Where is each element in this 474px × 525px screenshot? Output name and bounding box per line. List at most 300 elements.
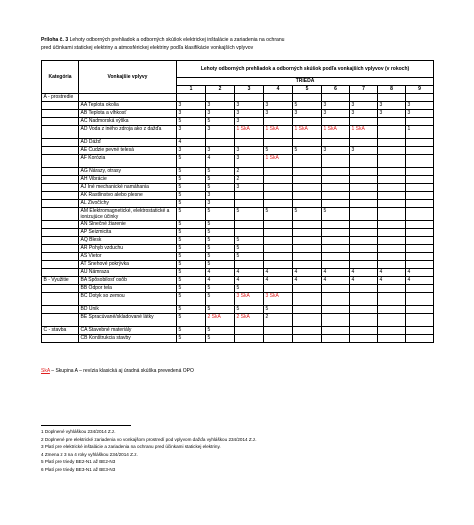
interval-cell: 3 (235, 118, 264, 126)
interval-cell: 5 (206, 118, 235, 126)
interval-cell: 5 (177, 327, 206, 335)
interval-cell: 3 SkA (264, 293, 293, 306)
header-influence: Vonkajšie vplyvy (79, 61, 177, 94)
interval-cell (406, 176, 434, 184)
interval-cell: 5 (177, 269, 206, 277)
interval-cell (350, 293, 378, 306)
influence-cell: BE Spracúvané/skladované látky (79, 314, 177, 327)
interval-cell (264, 221, 293, 229)
legend-ska: SkA (41, 368, 50, 374)
interval-cell: 3 (378, 102, 406, 110)
category-cell (42, 192, 79, 200)
interval-cell: 5 (206, 285, 235, 293)
table-row (42, 200, 434, 208)
interval-cell (378, 200, 406, 208)
interval-cell: 3 (177, 126, 206, 139)
interval-cell: 3 (406, 102, 434, 110)
table-row (42, 253, 434, 261)
influence-cell: BD Únik (79, 306, 177, 314)
interval-cell: 5 (177, 200, 206, 208)
influence-cell: BA Spôsobilosť osôb (79, 277, 177, 285)
category-cell (42, 102, 79, 110)
interval-cell (235, 200, 264, 208)
interval-cell (264, 327, 293, 335)
interval-cell: 5 (177, 168, 206, 176)
interval-cell: 5 (177, 314, 206, 327)
interval-cell: 3 (322, 110, 350, 118)
influence-cell: CA Stavebné materiály (79, 327, 177, 335)
interval-cell (406, 253, 434, 261)
header-class-8: 8 (378, 86, 406, 94)
interval-cell: 3 (206, 102, 235, 110)
interval-cell (322, 200, 350, 208)
category-cell (42, 168, 79, 176)
category-cell (42, 184, 79, 192)
table-row (42, 139, 434, 147)
footnote: 2 Doplnené pre elektrické zariadenia vo vonkajšom prostredí pod vplyvom dažďa vyhláškou 234/2014 Z.z. (41, 436, 257, 442)
interval-cell (378, 118, 406, 126)
interval-cell: 3 (350, 110, 378, 118)
interval-cell: 5 (206, 327, 235, 335)
interval-cell (293, 118, 322, 126)
interval-cell: 4 (206, 269, 235, 277)
influence-cell: BC Dotyk so zemou (79, 293, 177, 306)
interval-cell: 5 (177, 285, 206, 293)
interval-cell: 3 SkA (235, 293, 264, 306)
interval-cell (350, 306, 378, 314)
category-cell (42, 253, 79, 261)
interval-cell (378, 176, 406, 184)
interval-cell: 5 (206, 184, 235, 192)
header-class-4: 4 (264, 86, 293, 94)
interval-cell (322, 293, 350, 306)
interval-cell (235, 221, 264, 229)
interval-cell (350, 168, 378, 176)
influence-cell: AF Korózia (79, 155, 177, 168)
interval-cell: 5 (177, 229, 206, 237)
influence-cell: AG Nárazy, otrasy (79, 168, 177, 176)
interval-cell (406, 306, 434, 314)
interval-cell (293, 168, 322, 176)
interval-cell: 5 (235, 285, 264, 293)
interval-cell (264, 245, 293, 253)
interval-cell (264, 200, 293, 208)
category-cell (42, 237, 79, 245)
interval-cell: 5 (177, 118, 206, 126)
interval-cell (378, 208, 406, 221)
interval-cell (406, 118, 434, 126)
interval-cell: 4 (378, 269, 406, 277)
interval-cell (322, 94, 350, 102)
interval-cell (406, 94, 434, 102)
interval-cell: 5 (206, 261, 235, 269)
table-body (42, 94, 434, 343)
interval-cell (406, 221, 434, 229)
influence-cell: AK Rastlinstvo alebo plesne (79, 192, 177, 200)
interval-cell: 3 (177, 102, 206, 110)
interval-cell (293, 261, 322, 269)
interval-cell (177, 94, 206, 102)
interval-cell (378, 168, 406, 176)
category-cell: C - stavba (42, 327, 79, 335)
interval-cell (378, 306, 406, 314)
category-cell (42, 155, 79, 168)
interval-cell: 5 (206, 176, 235, 184)
interval-cell (406, 293, 434, 306)
interval-cell: 5 (206, 293, 235, 306)
header-class-5: 5 (293, 86, 322, 94)
header-class-9: 9 (406, 86, 434, 94)
interval-cell (322, 237, 350, 245)
influence-cell: AU Námraza (79, 269, 177, 277)
interval-cell (378, 184, 406, 192)
table-row (42, 168, 434, 176)
interval-cell (322, 176, 350, 184)
interval-cell (406, 139, 434, 147)
footnote: 4 Zmena z 3 na 4 roky vyhláškou 234/2014 Z.z. (41, 451, 138, 457)
interval-cell (264, 168, 293, 176)
interval-cell (378, 245, 406, 253)
interval-cell: 5 (177, 176, 206, 184)
category-cell (42, 269, 79, 277)
interval-cell: 3 (235, 102, 264, 110)
interval-cell (406, 335, 434, 343)
interval-cell: 3 (235, 184, 264, 192)
interval-cell: 5 (206, 237, 235, 245)
interval-cell: 5 (235, 237, 264, 245)
interval-cell (406, 261, 434, 269)
interval-cell: 5 (177, 221, 206, 229)
interval-cell (406, 168, 434, 176)
interval-cell (378, 293, 406, 306)
interval-cell: 5 (206, 253, 235, 261)
category-cell (42, 261, 79, 269)
interval-cell: 4 (206, 277, 235, 285)
table-row (42, 277, 434, 285)
interval-cell: 2 SkA (206, 314, 235, 327)
interval-cell (264, 229, 293, 237)
interval-cell: 5 (177, 155, 206, 168)
interval-cell (350, 139, 378, 147)
interval-cell: 4 (322, 277, 350, 285)
interval-cell: 3 (264, 110, 293, 118)
interval-cell (378, 126, 406, 139)
interval-cell (293, 237, 322, 245)
interval-cell (264, 285, 293, 293)
interval-cell (322, 335, 350, 343)
interval-cell (293, 327, 322, 335)
interval-cell (350, 285, 378, 293)
table-row (42, 306, 434, 314)
interval-cell (350, 327, 378, 335)
interval-cell (235, 229, 264, 237)
header-group: Lehoty odborných prehliadok a odborných skúšok podľa vonkajších vplyvov (v rokoch) (177, 61, 434, 78)
interval-cell (264, 94, 293, 102)
interval-cell (378, 147, 406, 155)
legend-text: – Skupina A – revízia klasická aj úradná skúška prevedená OPO (49, 368, 194, 374)
table-caption (41, 36, 435, 52)
interval-cell (264, 184, 293, 192)
interval-cell (350, 229, 378, 237)
category-cell (42, 147, 79, 155)
footnote-divider (41, 425, 131, 426)
influence-cell: AD Voda z iného zdroja ako z dažďa (79, 126, 177, 139)
interval-cell: 3 (293, 110, 322, 118)
interval-cell (378, 94, 406, 102)
interval-cell: 5 (293, 102, 322, 110)
influence-cell: AH Vibrácie (79, 176, 177, 184)
table-row (42, 237, 434, 245)
interval-cell (293, 221, 322, 229)
interval-cell: 3 (206, 192, 235, 200)
interval-cell: 5 (177, 306, 206, 314)
interval-cell (350, 253, 378, 261)
table-row (42, 208, 434, 221)
interval-cell: 5 (206, 221, 235, 229)
interval-cell (378, 314, 406, 327)
table-row (42, 147, 434, 155)
interval-cell (350, 192, 378, 200)
interval-cell: 3 (322, 102, 350, 110)
influence-cell: AD Dážď (79, 139, 177, 147)
interval-cell: 5 (177, 277, 206, 285)
influence-cell: AC Nadmorská výška (79, 118, 177, 126)
table-row (42, 269, 434, 277)
interval-cell (264, 261, 293, 269)
table-row (42, 110, 434, 118)
interval-cell: 4 (235, 269, 264, 277)
interval-cell (293, 306, 322, 314)
interval-cell: 3 (206, 126, 235, 139)
interval-cell (350, 245, 378, 253)
interval-cell (322, 261, 350, 269)
interval-cell (406, 237, 434, 245)
category-cell (42, 293, 79, 306)
category-cell (42, 176, 79, 184)
interval-cell: 3 (206, 200, 235, 208)
interval-cell (206, 139, 235, 147)
interval-cell (378, 139, 406, 147)
interval-cell: 2 (235, 176, 264, 184)
interval-cell (264, 176, 293, 184)
interval-cell: 4 (406, 277, 434, 285)
interval-cell (293, 155, 322, 168)
header-class-7: 7 (350, 86, 378, 94)
category-cell (42, 118, 79, 126)
interval-cell: 3 (264, 102, 293, 110)
interval-cell (406, 155, 434, 168)
interval-cell (322, 221, 350, 229)
table-row (42, 293, 434, 306)
interval-cell: 5 (235, 253, 264, 261)
interval-cell (293, 335, 322, 343)
interval-cell: 5 (177, 237, 206, 245)
interval-cell (322, 314, 350, 327)
interval-cell (293, 253, 322, 261)
footnote: 3 Platí pre elektrické inštalácie a zariadenia na ochranu pred účinkami statickej elektriny. (41, 444, 221, 450)
interval-cell (235, 261, 264, 269)
interval-cell (235, 94, 264, 102)
category-cell (42, 139, 79, 147)
interval-cell: 4 (235, 277, 264, 285)
influence-cell (79, 94, 177, 102)
interval-cell (350, 208, 378, 221)
interval-cell: 4 (264, 277, 293, 285)
influence-cell: AS Vietor (79, 253, 177, 261)
interval-cell (350, 221, 378, 229)
interval-cell: 5 (177, 245, 206, 253)
interval-cell (322, 253, 350, 261)
interval-cell: 1 (406, 126, 434, 139)
category-cell (42, 208, 79, 221)
footnote: 6 Platí pre triedy BE3-N1 až BE3-N3 (41, 466, 116, 472)
table-row (42, 245, 434, 253)
header-class-2: 2 (206, 86, 235, 94)
interval-cell (322, 139, 350, 147)
category-cell (42, 221, 79, 229)
header-class-1: 1 (177, 86, 206, 94)
interval-cell (322, 306, 350, 314)
table-row (42, 184, 434, 192)
interval-cell (322, 229, 350, 237)
table-row (42, 126, 434, 139)
interval-cell: 4 (322, 269, 350, 277)
interval-cell (293, 293, 322, 306)
interval-cell (406, 208, 434, 221)
interval-cell (264, 237, 293, 245)
interval-cell (293, 229, 322, 237)
interval-cell: 5 (206, 168, 235, 176)
influence-cell: AA Teplota okolia (79, 102, 177, 110)
interval-cell: 5 (322, 208, 350, 221)
footnote: 1 Doplnené vyhláškou 234/2014 Z.z. (41, 429, 116, 434)
interval-cell: 2 (235, 168, 264, 176)
interval-cell: 5 (177, 293, 206, 306)
interval-cell: 3 (322, 147, 350, 155)
interval-cell (350, 94, 378, 102)
interval-cell: 3 (378, 110, 406, 118)
interval-cell: 1 SkA (264, 126, 293, 139)
interval-cell: 4 (264, 269, 293, 277)
table-row (42, 94, 434, 102)
interval-cell: 3 (350, 147, 378, 155)
interval-cell: 5 (293, 208, 322, 221)
interval-cell: 5 (177, 208, 206, 221)
interval-cell (378, 335, 406, 343)
caption-prefix: Príloha č. 3 (41, 37, 69, 43)
interval-cell (293, 192, 322, 200)
interval-cell (406, 192, 434, 200)
interval-cell: 3 (235, 155, 264, 168)
table-row (42, 285, 434, 293)
influence-cell: BB Odpor tela (79, 285, 177, 293)
category-cell (42, 200, 79, 208)
interval-cell: 5 (177, 261, 206, 269)
interval-cell (350, 118, 378, 126)
interval-cell: 5 (177, 192, 206, 200)
interval-cell: 5 (235, 208, 264, 221)
interval-cell (293, 314, 322, 327)
interval-cell: 4 (293, 277, 322, 285)
interval-cell (350, 237, 378, 245)
influence-cell: AT Snehové pokrývka (79, 261, 177, 269)
interval-cell (235, 335, 264, 343)
influence-cell: AM Elektromagnetické, elektrostatické a ionizujúce účinky (79, 208, 177, 221)
interval-cell (378, 221, 406, 229)
interval-cell: 2 SkA (235, 314, 264, 327)
table-row (42, 314, 434, 327)
footnote: 5 Platí pre triedy BE2-N1 až BE2-N3 (41, 459, 116, 465)
interval-cell: 3 (177, 147, 206, 155)
interval-cell: 1 SkA (322, 126, 350, 139)
interval-cell (406, 229, 434, 237)
interval-cell: 1 SkA (264, 155, 293, 168)
table-row (42, 192, 434, 200)
category-cell (42, 306, 79, 314)
interval-cell (322, 285, 350, 293)
interval-cell (350, 335, 378, 343)
interval-cell (406, 285, 434, 293)
interval-cell (322, 184, 350, 192)
category-cell (42, 245, 79, 253)
interval-cell: 3 (206, 110, 235, 118)
interval-cell (378, 192, 406, 200)
interval-cell (264, 118, 293, 126)
interval-cell: 5 (264, 306, 293, 314)
interval-cell (293, 176, 322, 184)
interval-cell: 3 (235, 147, 264, 155)
interval-cell (350, 314, 378, 327)
interval-cell: 5 (206, 245, 235, 253)
influence-cell: AL Živočíchy (79, 200, 177, 208)
interval-cell: 5 (177, 335, 206, 343)
category-cell (42, 285, 79, 293)
interval-cell: 4 (378, 277, 406, 285)
interval-cell (264, 253, 293, 261)
table-row (42, 327, 434, 335)
interval-cell (206, 94, 235, 102)
influence-cell: AB Teplota a vlhkosť (79, 110, 177, 118)
interval-cell: 3 (206, 147, 235, 155)
interval-cell: 4 (350, 269, 378, 277)
interval-cell (406, 184, 434, 192)
interval-cell (322, 168, 350, 176)
caption-line1: Lehoty odborných prehliadok a odborných skúšok elektrickej inštalácie a zariadenia na ochranu (68, 37, 285, 43)
caption-line2: pred účinkami statickej elektriny a atmosférickej elektriny podľa klasifikácie vonkajších vplyvov (41, 45, 254, 51)
table-row (42, 221, 434, 229)
interval-cell: 1 SkA (350, 126, 378, 139)
interval-cell (350, 261, 378, 269)
influence-cell: AQ Blesk (79, 237, 177, 245)
category-cell (42, 126, 79, 139)
table-row (42, 118, 434, 126)
interval-cell: 5 (206, 208, 235, 221)
interval-cell: 3 (235, 110, 264, 118)
table-row (42, 335, 434, 343)
interval-cell: 5 (206, 306, 235, 314)
interval-cell: 3 (350, 102, 378, 110)
influence-cell: AR Pohyb vzduchu (79, 245, 177, 253)
interval-cell (322, 192, 350, 200)
category-cell: B - Využitie (42, 277, 79, 285)
category-cell (42, 314, 79, 327)
influence-cell: AN Slnečné žiarenie (79, 221, 177, 229)
category-cell (42, 229, 79, 237)
interval-cell (293, 94, 322, 102)
interval-cell: 1 SkA (293, 126, 322, 139)
interval-cell (322, 245, 350, 253)
category-cell: A - prostredie (42, 94, 79, 102)
